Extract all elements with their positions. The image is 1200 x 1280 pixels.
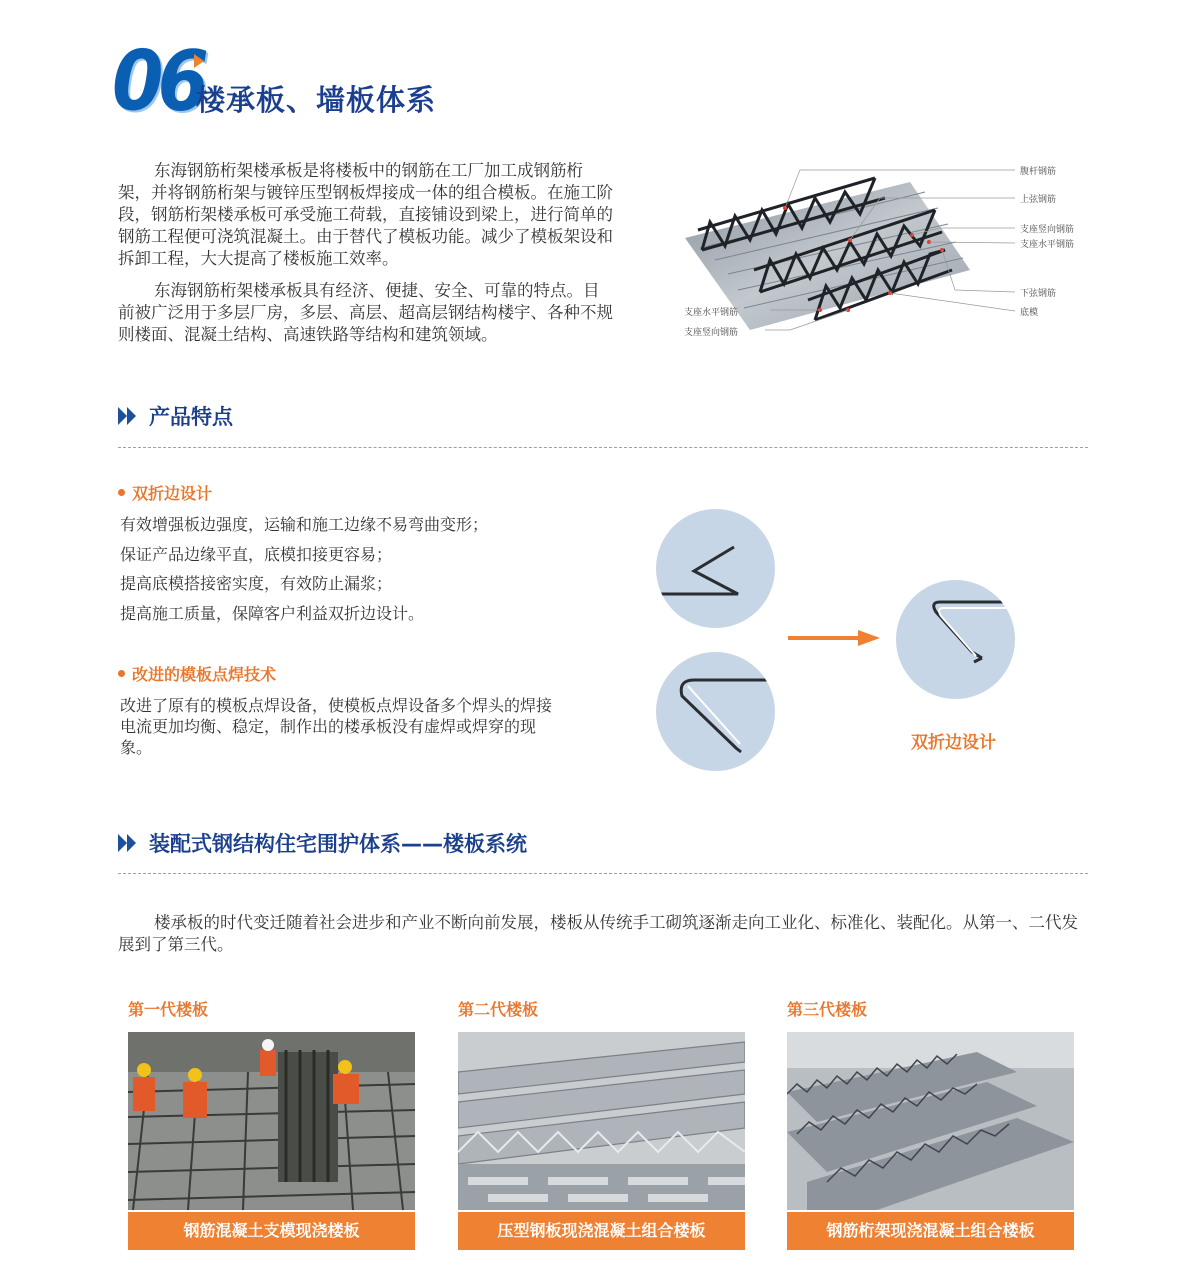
generation-3-photo <box>787 1032 1074 1210</box>
generation-2-caption: 压型钢板现浇混凝土组合楼板 <box>458 1212 745 1250</box>
generation-2-title: 第二代楼板 <box>458 1000 539 1019</box>
bullet-icon <box>118 670 125 677</box>
label-top-chord: 上弦钢筋 <box>1020 195 1057 205</box>
truss-deck-illustration <box>680 150 1100 350</box>
single-fold-circle <box>656 509 775 628</box>
generation-1-title: 第一代楼板 <box>128 1000 209 1019</box>
double-fold-label: 双折边设计 <box>911 733 996 753</box>
hook-fold-circle <box>656 652 775 771</box>
label-support-horizontal-right: 支座水平钢筋 <box>1020 240 1075 250</box>
double-fold-icon <box>896 580 1015 699</box>
label-support-horizontal-left: 支座水平钢筋 <box>684 308 739 318</box>
section-number: 06 <box>112 33 203 130</box>
feature-title: 改进的模板点焊技术 <box>132 665 277 684</box>
page-title: 楼承板、墙板体系 <box>196 83 437 117</box>
single-fold-icon <box>656 509 775 628</box>
arrow-right-icon <box>788 628 883 648</box>
generation-3-title: 第三代楼板 <box>787 1000 868 1019</box>
section-heading-features <box>118 401 233 431</box>
generation-1-caption: 钢筋混凝土支模现浇楼板 <box>128 1212 415 1250</box>
generation-3-caption: 钢筋桁架现浇混凝土组合楼板 <box>787 1212 1074 1250</box>
label-support-vertical-left: 支座竖向钢筋 <box>684 328 739 338</box>
label-base-form: 底模 <box>1020 308 1039 318</box>
bullet-icon <box>118 489 125 496</box>
double-chevron-icon <box>118 405 140 427</box>
section-title-features: 产品特点 <box>149 405 233 429</box>
feature-line: 提高底模搭接密实度，有效防止漏浆； <box>120 574 393 593</box>
section-title-floor-system: 装配式钢结构住宅围护体系——楼板系统 <box>149 832 527 856</box>
intro-paragraph-2: 东海钢筋桁架楼承板具有经济、便捷、安全、可靠的特点。目前被广泛用于多层厂房，多层、高层、超高层钢结构楼宇、各种不规则楼面、混凝土结构、高速铁路等结构和建筑领域。 <box>118 281 613 344</box>
feature-list-double-fold <box>120 510 488 628</box>
dotted-divider <box>118 447 1088 448</box>
floor-system-text: 楼承板的时代变迁随着社会进步和产业不断向前发展，楼板从传统手工砌筑逐渐走向工业化、标准化、装配化。从第一、二代发展到了第三代。 <box>118 913 1078 954</box>
feature-heading-double-fold <box>118 481 212 504</box>
feature-line: 有效增强板边强度，运输和施工边缘不易弯曲变形； <box>120 515 489 534</box>
truss-deck-diagram <box>680 150 1100 350</box>
feature-line: 保证产品边缘平直，底模扣接更容易； <box>120 544 393 564</box>
label-support-vertical-right: 支座竖向钢筋 <box>1020 225 1075 235</box>
feature-line: 提高施工质量，保障客户利益双折边设计。 <box>120 603 425 623</box>
section-heading-floor-system <box>118 828 527 858</box>
feature-heading-spot-welding <box>118 662 276 685</box>
feature-title: 双折边设计 <box>132 484 213 503</box>
generation-2-photo <box>458 1032 745 1210</box>
generation-1-photo <box>128 1032 415 1210</box>
hook-fold-icon <box>656 652 775 771</box>
label-web-bar: 腹杆钢筋 <box>1020 167 1057 177</box>
double-chevron-icon <box>118 832 140 854</box>
intro-paragraph-1: 东海钢筋桁架楼承板是将楼板中的钢筋在工厂加工成钢筋桁架，并将钢筋桁架与镀锌压型钢板焊接成一体的组合模板。在施工阶段，钢筋桁架楼承板可承受施工荷载，直接铺设到梁上，进行简单的钢筋工程便可浇筑混凝土。由于替代了模板功能。减少了模板架设和拆卸工程，大大提高了楼板施工效率。 <box>118 161 613 268</box>
arrow-icon <box>194 54 204 68</box>
dotted-divider <box>118 873 1088 874</box>
feature-text-spot-welding: 改进了原有的模板点焊设备，使模板点焊设备多个焊头的焊接电流更加均衡、稳定，制作出的楼承板没有虚焊或焊穿的现象。 <box>120 696 553 757</box>
label-bottom-chord: 下弦钢筋 <box>1020 289 1057 299</box>
double-fold-circle <box>896 580 1015 699</box>
